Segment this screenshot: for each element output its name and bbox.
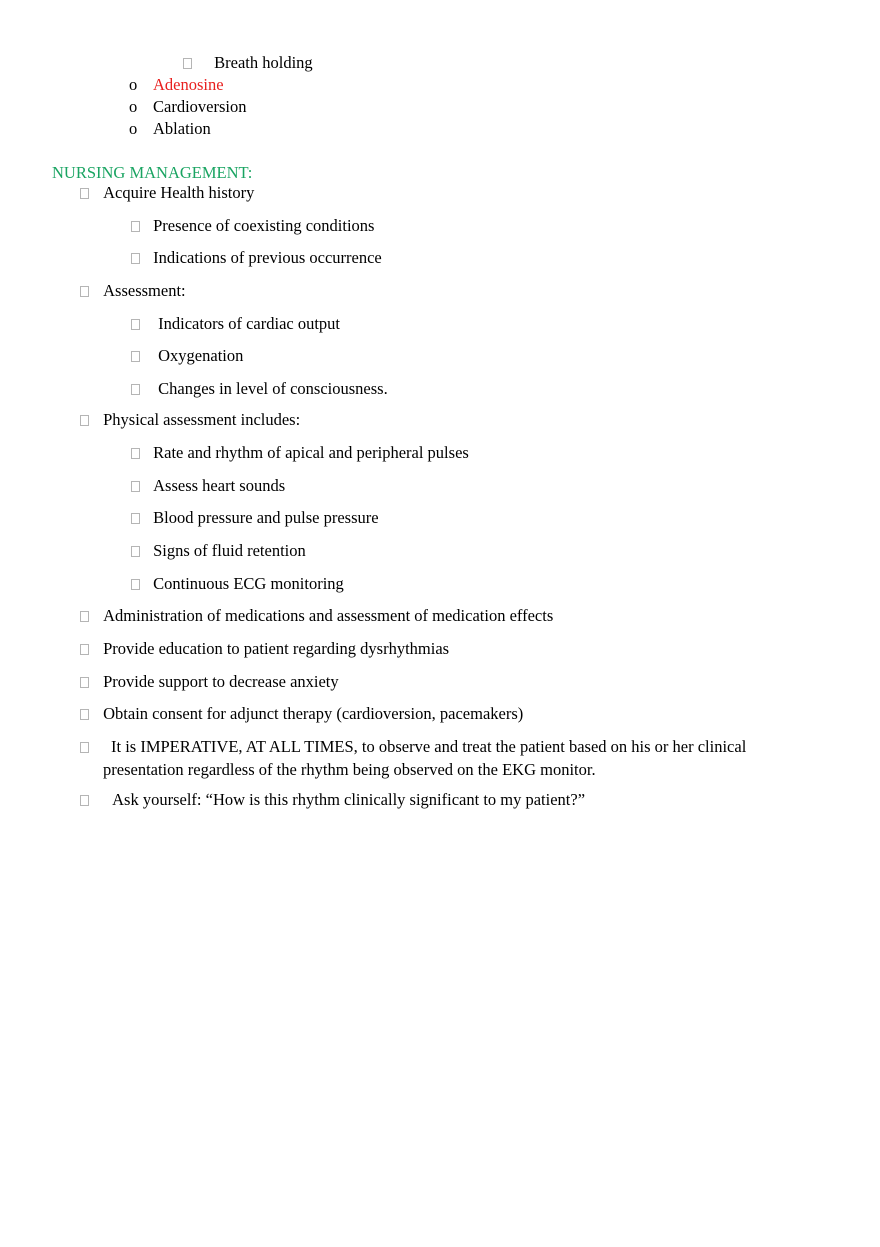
list-item-label: Breath holding bbox=[214, 53, 313, 72]
list-item-label: Obtain consent for adjunct therapy (cardioversion, pacemakers) bbox=[103, 704, 524, 723]
sub-list-item bbox=[131, 443, 469, 463]
sub-list-item bbox=[131, 346, 243, 366]
list-item-cardioversion bbox=[129, 97, 247, 117]
sub-list-item-label: Blood pressure and pulse pressure bbox=[153, 508, 379, 527]
sub-list-item bbox=[131, 216, 374, 236]
list-item-ablation bbox=[129, 119, 211, 139]
sub-list-item-label: Signs of fluid retention bbox=[153, 541, 306, 560]
bullet-box-icon bbox=[131, 481, 140, 492]
list-item-label: Acquire Health history bbox=[103, 183, 255, 202]
sub-list-item-label: Rate and rhythm of apical and peripheral pulses bbox=[153, 443, 469, 462]
bullet-box-icon bbox=[131, 513, 140, 524]
sub-list-item-label: Continuous ECG monitoring bbox=[153, 574, 344, 593]
sub-list-item-label: Indications of previous occurrence bbox=[153, 248, 382, 267]
list-item bbox=[80, 639, 449, 659]
bullet-box-icon bbox=[131, 351, 140, 362]
sub-list-item bbox=[131, 574, 344, 594]
sub-list-item bbox=[131, 508, 379, 528]
sub-list-item-label: Assess heart sounds bbox=[153, 476, 286, 495]
sub-list-item-label: Presence of coexisting conditions bbox=[153, 216, 375, 235]
sub-list-item-label: Changes in level of consciousness. bbox=[158, 379, 388, 398]
sub-list-item-label: Indicators of cardiac output bbox=[158, 314, 341, 333]
bullet-box-icon bbox=[131, 546, 140, 557]
list-item-label: Administration of medications and assessment of medication effects bbox=[103, 606, 554, 625]
bullet-box-icon bbox=[80, 188, 89, 199]
bullet-box-icon bbox=[80, 286, 89, 297]
sub-list-item bbox=[131, 379, 388, 399]
bullet-box-icon bbox=[80, 677, 89, 688]
bullet-box-icon bbox=[131, 221, 140, 232]
section-heading: NURSING MANAGEMENT: bbox=[52, 163, 253, 182]
bullet-box-icon bbox=[80, 709, 89, 720]
bullet-box-icon bbox=[131, 319, 140, 330]
bullet-box-icon bbox=[131, 579, 140, 590]
list-item-label: Ask yourself: “How is this rhythm clinically significant to my patient?” bbox=[112, 790, 586, 809]
o-bullet-marker: o bbox=[129, 119, 138, 138]
bullet-box-icon bbox=[80, 795, 89, 806]
list-item-label: Cardioversion bbox=[153, 97, 247, 116]
list-item bbox=[80, 790, 585, 810]
sub-list-item bbox=[131, 541, 306, 561]
o-bullet-marker: o bbox=[129, 75, 138, 94]
list-item-label: It is IMPERATIVE, AT ALL TIMES, to observe and treat the patient based on his or her clinical presentation regardless of the rhythm being observed on the EKG monitor. bbox=[103, 737, 747, 779]
list-item-adenosine bbox=[129, 75, 224, 95]
bullet-box-icon bbox=[131, 253, 140, 264]
list-item-label: Adenosine bbox=[153, 75, 224, 94]
sub-list-item-label: Oxygenation bbox=[158, 346, 244, 365]
list-item-label: Assessment: bbox=[103, 281, 186, 300]
bullet-box-icon bbox=[131, 448, 140, 459]
list-item-health-history bbox=[80, 183, 254, 203]
bullet-box-icon bbox=[131, 384, 140, 395]
sub-list-item bbox=[131, 476, 285, 496]
sub-list-item bbox=[131, 314, 340, 334]
list-item-label: Provide support to decrease anxiety bbox=[103, 672, 339, 691]
list-item bbox=[80, 672, 339, 692]
bullet-box-icon bbox=[80, 644, 89, 655]
list-item-physical-assessment bbox=[80, 410, 300, 430]
bullet-box-icon bbox=[80, 415, 89, 426]
list-item bbox=[80, 606, 553, 626]
list-item-label: Physical assessment includes: bbox=[103, 410, 301, 429]
o-bullet-marker: o bbox=[129, 97, 138, 116]
list-item-assessment bbox=[80, 281, 186, 301]
bullet-box-icon bbox=[80, 742, 89, 753]
list-item-label: Provide education to patient regarding dysrhythmias bbox=[103, 639, 450, 658]
list-item-label: Ablation bbox=[153, 119, 211, 138]
list-item bbox=[80, 704, 523, 724]
list-item-breath-holding bbox=[183, 53, 313, 73]
bullet-box-icon bbox=[80, 611, 89, 622]
bullet-box-icon bbox=[183, 58, 192, 69]
sub-list-item bbox=[131, 248, 382, 268]
